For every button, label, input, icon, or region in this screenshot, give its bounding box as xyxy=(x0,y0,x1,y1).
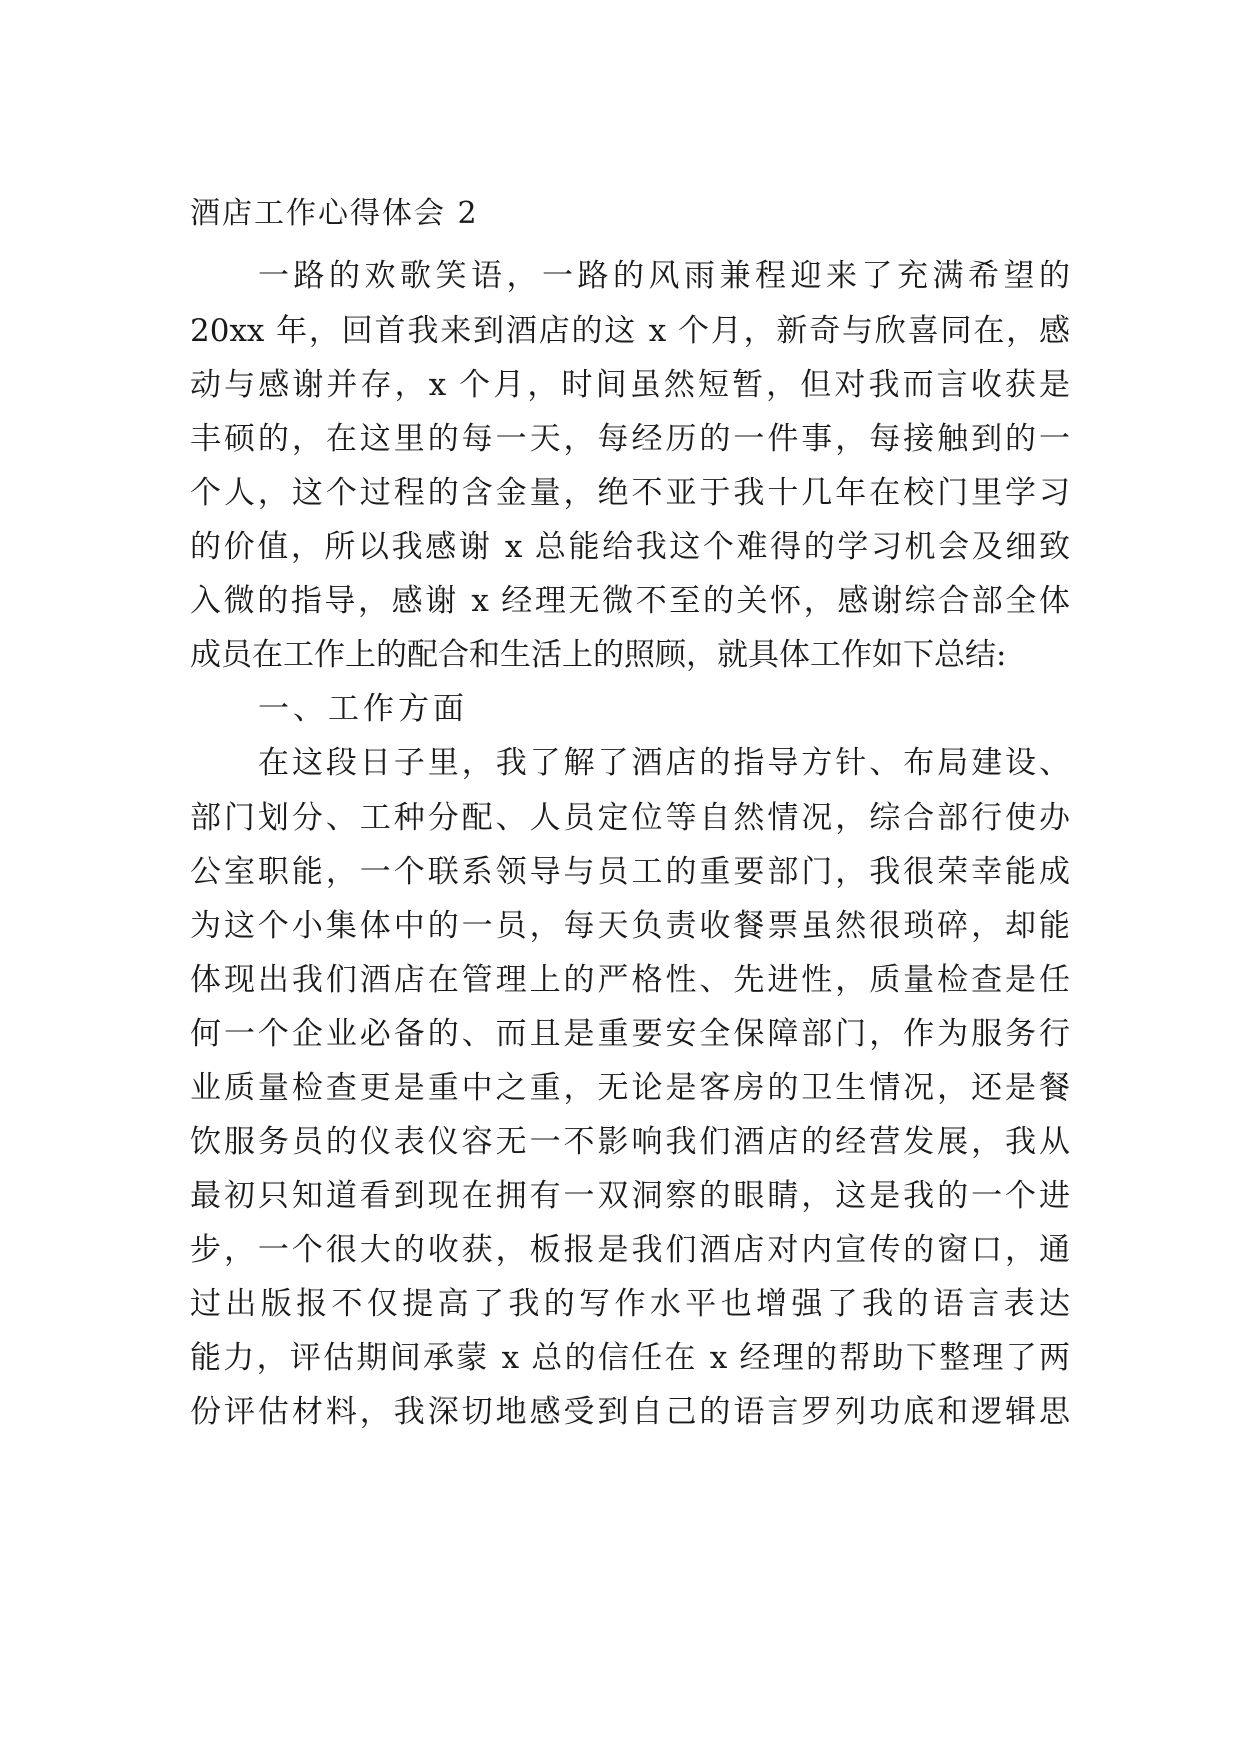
paragraph-line: 份评估材料，我深切地感受到自己的语言罗列功底和逻辑思 xyxy=(190,1394,1070,1430)
paragraph-line: 一路的欢歌笑语，一路的风雨兼程迎来了充满希望的 xyxy=(258,258,1070,294)
paragraph-line: 何一个企业必备的、而且是重要安全保障部门，作为服务行 xyxy=(190,1016,1070,1052)
document-title: 酒店工作心得体会 2 xyxy=(190,196,479,231)
paragraph-line: 个人，这个过程的含金量，绝不亚于我十几年在校门里学习 xyxy=(190,475,1070,511)
paragraph-line: 过出版报不仅提高了我的写作水平也增强了我的语言表达 xyxy=(190,1286,1070,1322)
paragraph-line: 部门划分、工种分配、人员定位等自然情况，综合部行使办 xyxy=(190,800,1070,836)
document-page xyxy=(190,0,1070,1754)
paragraph-line: 20xx 年，回首我来到酒店的这 x 个月，新奇与欣喜同在，感 xyxy=(190,313,1070,349)
paragraph-line: 步，一个很大的收获，板报是我们酒店对内宣传的窗口，通 xyxy=(190,1232,1070,1268)
paragraph-line: 动与感谢并存，x 个月，时间虽然短暂，但对我而言收获是 xyxy=(190,367,1070,403)
paragraph-line: 在这段日子里，我了解了酒店的指导方针、布局建设、 xyxy=(258,745,1070,781)
paragraph-line: 的价值，所以我感谢 x 总能给我这个难得的学习机会及细致 xyxy=(190,529,1070,565)
paragraph-line: 体现出我们酒店在管理上的严格性、先进性，质量检查是任 xyxy=(190,962,1070,998)
section-heading: 一、工作方面 xyxy=(258,691,468,727)
paragraph-line: 最初只知道看到现在拥有一双洞察的眼睛，这是我的一个进 xyxy=(190,1178,1070,1214)
paragraph-line: 成员在工作上的配合和生活上的照顾，就具体工作如下总结: xyxy=(190,637,1007,673)
paragraph-line: 业质量检查更是重中之重，无论是客房的卫生情况，还是餐 xyxy=(190,1070,1070,1106)
paragraph-line: 入微的指导，感谢 x 经理无微不至的关怀，感谢综合部全体 xyxy=(190,583,1070,619)
paragraph-line: 丰硕的，在这里的每一天，每经历的一件事，每接触到的一 xyxy=(190,421,1070,457)
paragraph-line: 饮服务员的仪表仪容无一不影响我们酒店的经营发展，我从 xyxy=(190,1124,1070,1160)
paragraph-line: 公室职能，一个联系领导与员工的重要部门，我很荣幸能成 xyxy=(190,854,1070,890)
paragraph-line: 能力，评估期间承蒙 x 总的信任在 x 经理的帮助下整理了两 xyxy=(190,1340,1070,1376)
paragraph-line: 为这个小集体中的一员，每天负责收餐票虽然很琐碎，却能 xyxy=(190,908,1070,944)
